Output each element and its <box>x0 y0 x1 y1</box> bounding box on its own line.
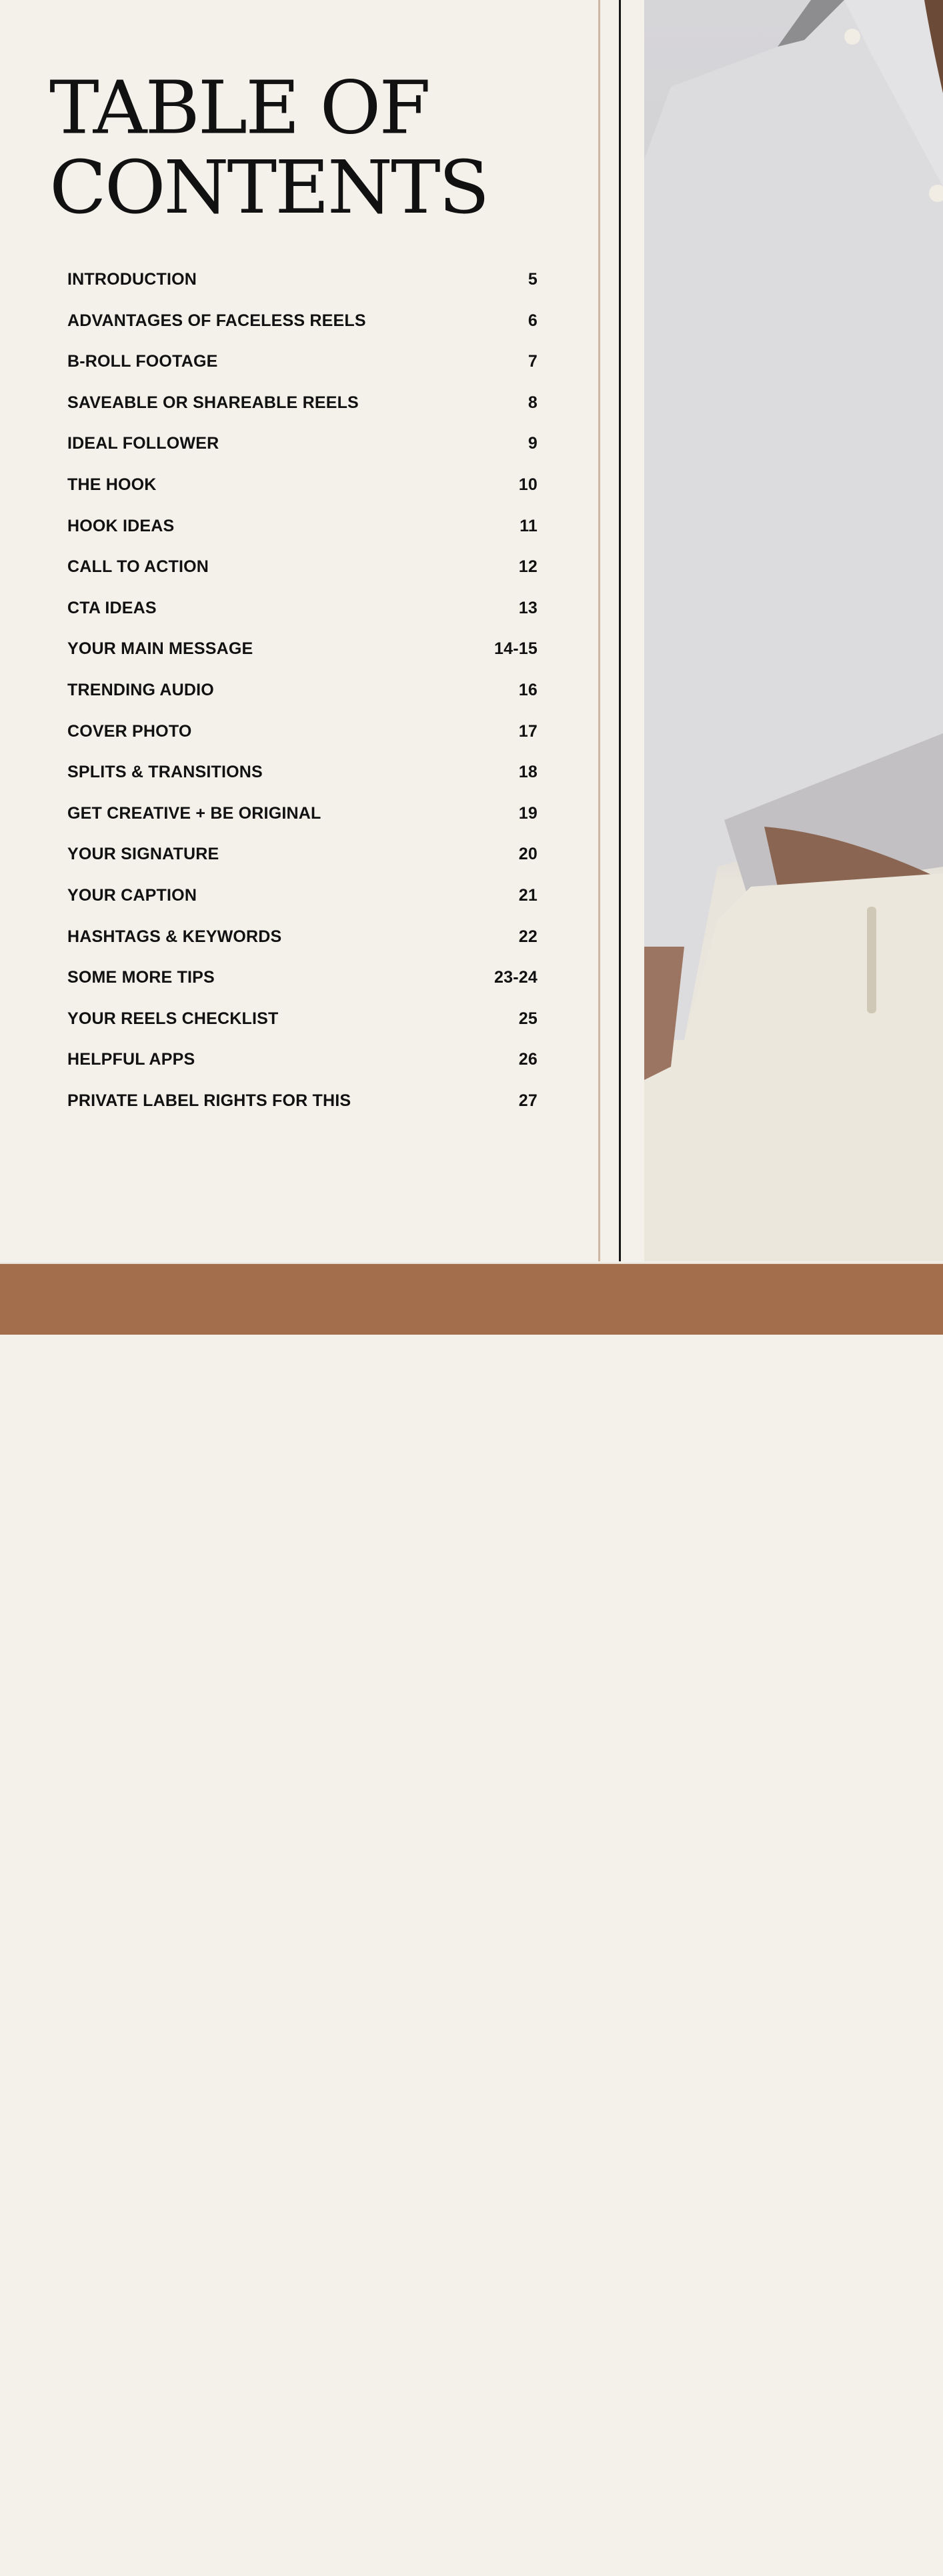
toc-entry-page: 23-24 <box>494 968 538 987</box>
toc-entry-page: 18 <box>518 763 538 782</box>
toc-entry-label: IDEAL FOLLOWER <box>67 434 219 453</box>
toc-entry-page: 5 <box>528 270 538 289</box>
toc-entry-label: YOUR SIGNATURE <box>67 845 219 864</box>
page-title <box>49 65 488 231</box>
toc-entry-label: HELPFUL APPS <box>67 1050 195 1069</box>
toc-entry-label: PRIVATE LABEL RIGHTS FOR THIS <box>67 1091 351 1110</box>
toc-entry[interactable] <box>67 599 538 640</box>
toc-entry[interactable] <box>67 804 538 845</box>
toc-entry-page: 11 <box>520 516 538 535</box>
toc-entry-label: GET CREATIVE + BE ORIGINAL <box>67 803 321 823</box>
toc-entry[interactable] <box>67 1091 538 1133</box>
toc-entry-page: 19 <box>518 803 538 823</box>
toc-entry[interactable] <box>67 475 538 517</box>
toc-entry[interactable] <box>67 886 538 927</box>
toc-entry[interactable] <box>67 1050 538 1091</box>
toc-entry-page: 27 <box>518 1091 538 1110</box>
toc-entry-page: 16 <box>518 680 538 699</box>
toc-entry[interactable] <box>67 927 538 969</box>
toc-entry-label: SPLITS & TRANSITIONS <box>67 763 263 782</box>
toc-entry-label: CALL TO ACTION <box>67 557 209 577</box>
toc-list <box>67 270 538 1132</box>
toc-entry-label: SAVEABLE OR SHAREABLE REELS <box>67 393 359 412</box>
toc-entry-page: 13 <box>518 598 538 617</box>
toc-entry-page: 17 <box>518 721 538 741</box>
toc-entry-label: CTA IDEAS <box>67 598 157 617</box>
sparkle-icon <box>459 2552 483 2576</box>
toc-entry-label: YOUR CAPTION <box>67 885 197 905</box>
toc-entry-page: 26 <box>518 1050 538 1069</box>
toc-entry[interactable] <box>67 845 538 886</box>
toc-entry-label: SOME MORE TIPS <box>67 968 215 987</box>
toc-entry[interactable] <box>67 763 538 804</box>
toc-entry-page: 20 <box>518 845 538 864</box>
divider-tan <box>598 0 600 1261</box>
footer-bar <box>0 1263 943 1335</box>
toc-entry-page: 21 <box>518 885 538 905</box>
shirt-photo <box>644 0 943 1261</box>
toc-entry[interactable] <box>67 639 538 681</box>
toc-entry-page: 8 <box>528 393 538 412</box>
contents-panel <box>0 0 599 1261</box>
toc-entry[interactable] <box>67 722 538 763</box>
toc-entry[interactable] <box>67 393 538 435</box>
toc-entry[interactable] <box>67 968 538 1009</box>
shirt-illustration <box>644 0 943 1261</box>
toc-entry[interactable] <box>67 681 538 722</box>
toc-entry[interactable] <box>67 557 538 599</box>
toc-entry-label: COVER PHOTO <box>67 721 192 741</box>
toc-entry-label: B-ROLL FOOTAGE <box>67 352 218 371</box>
title-line-2: CONTENTS <box>49 145 488 231</box>
toc-entry-label: INTRODUCTION <box>67 270 197 289</box>
toc-entry-page: 12 <box>518 557 538 577</box>
toc-entry[interactable] <box>67 352 538 393</box>
toc-entry-page: 22 <box>518 927 538 946</box>
divider-black <box>619 0 621 1261</box>
toc-entry-label: ADVANTAGES OF FACELESS REELS <box>67 311 366 330</box>
toc-entry-page: 6 <box>528 311 538 330</box>
toc-entry-label: YOUR MAIN MESSAGE <box>67 639 253 659</box>
toc-entry-page: 25 <box>518 1009 538 1028</box>
toc-entry-page: 9 <box>528 434 538 453</box>
toc-entry-label: YOUR REELS CHECKLIST <box>67 1009 279 1028</box>
toc-entry-page: 14-15 <box>494 639 538 659</box>
toc-entry[interactable] <box>67 434 538 475</box>
title-line-1: TABLE OF <box>49 65 429 151</box>
toc-entry[interactable] <box>67 311 538 353</box>
toc-entry-label: THE HOOK <box>67 475 157 494</box>
toc-entry-page: 7 <box>528 352 538 371</box>
toc-entry[interactable] <box>67 517 538 558</box>
toc-entry-label: HASHTAGS & KEYWORDS <box>67 927 282 946</box>
toc-entry[interactable] <box>67 1009 538 1051</box>
toc-entry-label: TRENDING AUDIO <box>67 680 214 699</box>
toc-entry-label: HOOK IDEAS <box>67 516 175 535</box>
toc-entry-page: 10 <box>518 475 538 494</box>
toc-entry[interactable] <box>67 270 538 311</box>
